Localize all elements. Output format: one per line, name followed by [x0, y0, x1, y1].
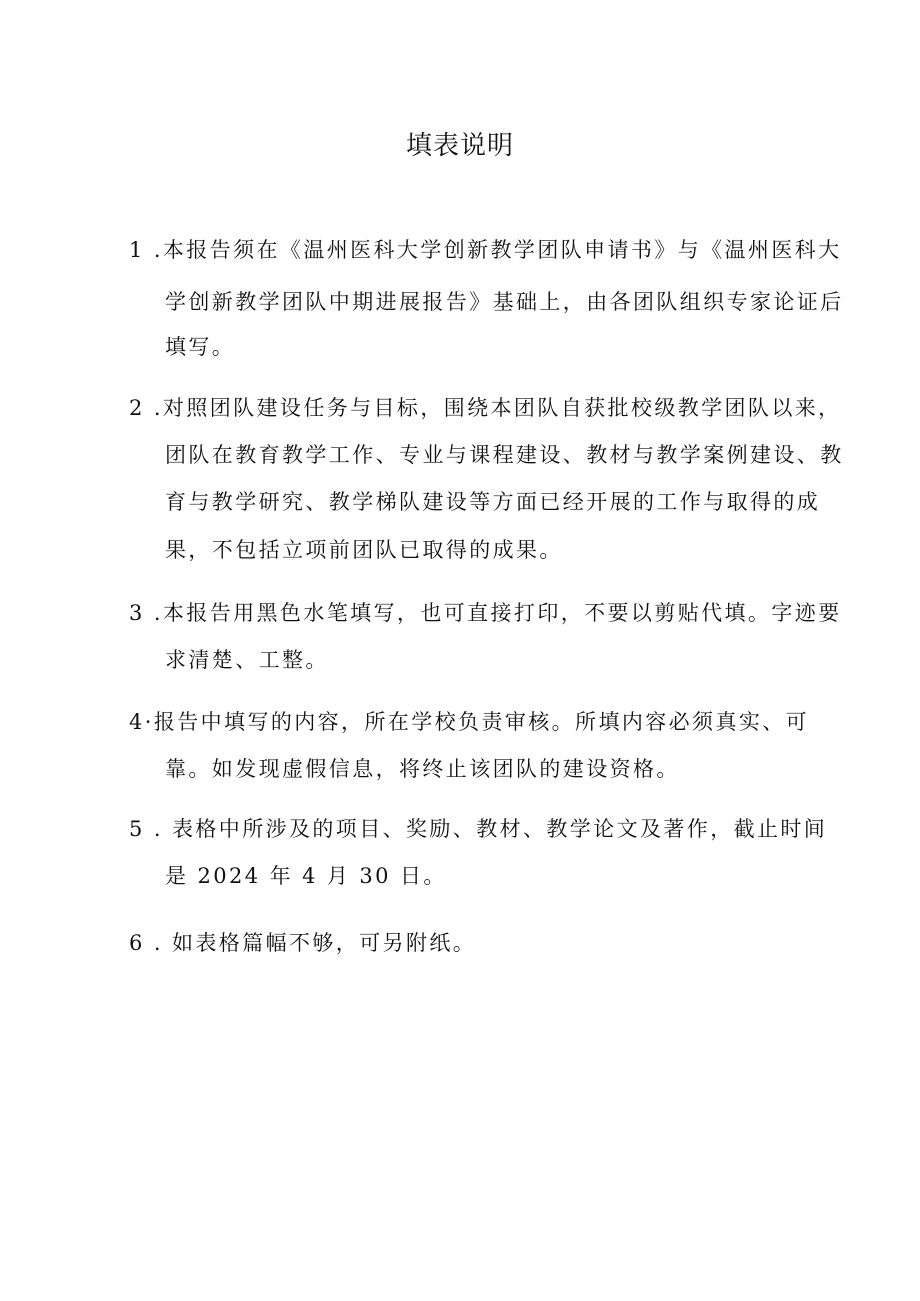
item-1-line-1	[129, 234, 842, 266]
item-4-text-1: ·报告中填写的内容，所在学校负责审核。所填内容必须真实、可	[144, 710, 810, 734]
item-2-line-2: 团队在教育教学工作、专业与课程建设、教材与教学案例建设、教	[165, 443, 844, 467]
item-5-number: 5	[129, 817, 145, 841]
item-3-line-1	[129, 597, 842, 629]
page-title: 填表说明	[405, 131, 514, 161]
item-1-text-1: .本报告须在《温州医科大学创新教学团队申请书》与《温州医科大	[144, 238, 842, 262]
item-6-number: 6	[129, 931, 145, 955]
item-4-number: 4	[129, 710, 145, 734]
item-2-line-3: 育与教学研究、教学梯队建设等方面已经开展的工作与取得的成	[165, 490, 821, 514]
item-3-number: 3	[129, 601, 145, 625]
item-1-line-3: 填写。	[165, 335, 236, 359]
item-5-line-2: 是 2024 年 4 月 30 日。	[165, 864, 447, 888]
item-6-text-1: . 如表格篇幅不够，可另附纸。	[144, 931, 477, 955]
item-2-number: 2	[129, 396, 145, 420]
item-4-line-2: 靠。如发现虚假信息，将终止该团队的建设资格。	[165, 757, 680, 781]
item-5-line-1	[129, 813, 827, 845]
item-2-text-1: .对照团队建设任务与目标，围绕本团队自获批校级教学团队以来，	[144, 396, 842, 420]
item-4-line-1	[129, 706, 809, 738]
item-5-text-1: . 表格中所涉及的项目、奖励、教材、教学论文及著作，截止时间	[144, 817, 828, 841]
item-2-line-4: 果，不包括立项前团队已取得的成果。	[165, 538, 563, 562]
item-3-line-2: 求清楚、工整。	[165, 648, 329, 672]
item-6-line-1	[129, 927, 476, 959]
item-1-number: 1	[129, 238, 145, 262]
item-2-line-1	[129, 392, 842, 424]
item-1-line-2: 学创新教学团队中期进展报告》基础上，由各团队组织专家论证后	[165, 290, 844, 314]
item-3-text-1: .本报告用黑色水笔填写，也可直接打印，不要以剪贴代填。字迹要	[144, 601, 842, 625]
